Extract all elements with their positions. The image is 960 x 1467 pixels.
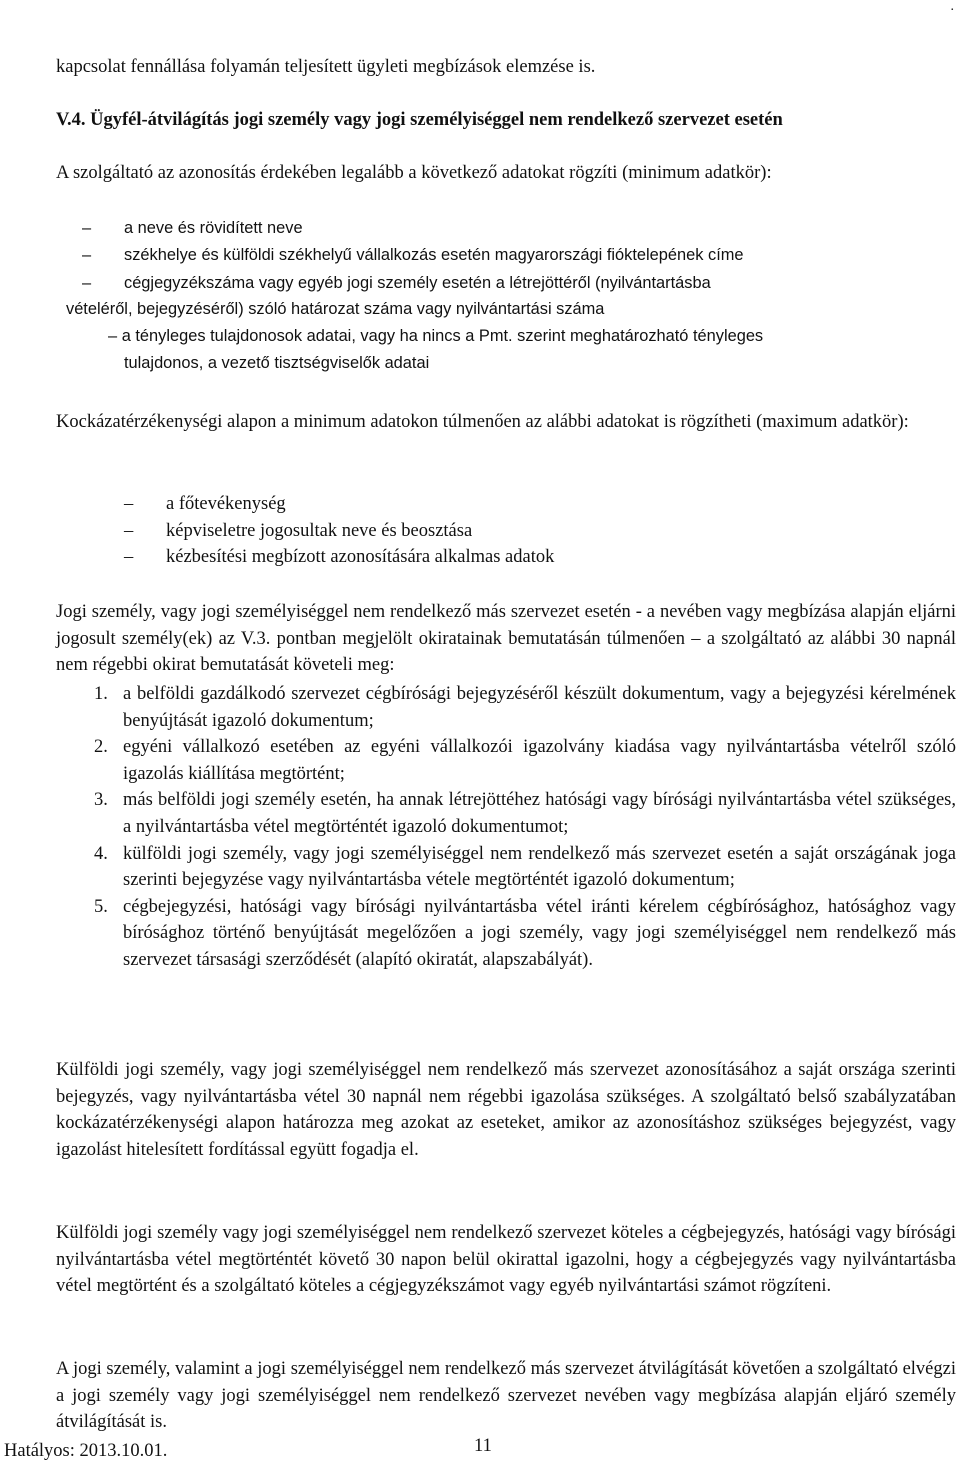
dash-marker: – xyxy=(108,327,118,345)
maximum-data-list xyxy=(124,491,554,571)
dash-marker: – xyxy=(82,273,92,292)
list-item: – cégjegyzékszáma vagy egyéb jogi személy esetén a létrejöttéről (nyilvántartásba xyxy=(82,270,744,297)
corner-mark: . xyxy=(950,0,954,14)
list-item-continuation: tulajdonos, a vezető tisztségviselők adatai xyxy=(124,354,430,372)
list-item: – a főtevékenység xyxy=(124,491,554,518)
effective-date: Hatályos: 2013.10.01. xyxy=(4,1441,168,1461)
list-item: – a tényleges tulajdonosok adatai, vagy ha nincs a Pmt. szerint meghatározható tényleges xyxy=(108,327,764,345)
dash-marker: – xyxy=(124,520,134,541)
documents-list xyxy=(94,681,956,974)
foreign-entity-paragraph: Külföldi jogi személy, vagy jogi személyiséggel nem rendelkező más szervezet azonosításához a saját országa szerinti bejegyzés, vagy nyilvántartásba vétel 30 napnál nem régebbi igazolása szükséges. A szolgáltató belső szabályzatában kockázatérzékenységi alapon határozza meg azokat az eseteket, amikor az azonosításhoz szükséges bejegyzést, vagy igazolást hitelesített fordítással együtt fogadja el. xyxy=(56,1060,956,1160)
dash-marker: – xyxy=(124,494,134,514)
list-item: 2. egyéni vállalkozó esetében az egyéni vállalkozói igazolvány kiadása vagy nyilvántartásba vételről szóló igazolás kiállítása megtörtént; xyxy=(94,737,956,784)
list-item: – a neve és rövidített neve xyxy=(82,215,744,242)
minimum-data-intro: A szolgáltató az azonosítás érdekében legalább a következő adatokat rögzíti (minimum adatkör): xyxy=(56,163,772,183)
minimum-data-list xyxy=(82,215,744,297)
intro-continuation: kapcsolat fennállása folyamán teljesített ügyleti megbízások elemzése is. xyxy=(56,57,596,77)
dash-marker: – xyxy=(82,219,92,237)
list-item: 3. más belföldi jogi személy esetén, ha annak létrejöttéhez hatósági vagy bírósági nyilvántartásba vétel szükséges, a nyilvántartásba vétel megtörténtét igazoló dokumentumot; xyxy=(94,790,956,837)
section-heading: V.4. Ügyfél-átvilágítás jogi személy vagy jogi személyiséggel nem rendelkező szervezet esetén xyxy=(56,110,783,130)
page-number: 11 xyxy=(474,1436,492,1456)
list-item: – székhelye és külföldi székhelyű vállalkozás esetén magyarországi fióktelepének címe xyxy=(82,242,744,269)
list-item: 1. a belföldi gazdálkodó szervezet cégbírósági bejegyzéséről készült dokumentum, vagy a bejegyzési kérelmének benyújtását igazoló dokumentum; xyxy=(94,684,956,731)
dash-marker: – xyxy=(82,246,92,265)
list-item: – kézbesítési megbízott azonosítására alkalmas adatok xyxy=(124,544,554,571)
closing-paragraph: A jogi személy, valamint a jogi személyiséggel nem rendelkező más szervezet átvilágítását követően a szolgáltató elvégzi a jogi személy vagy jogi személyiséggel nem rendelkező szervezet nevében vagy megbízása alapján eljáró személy átvilágítását is. xyxy=(56,1359,956,1433)
maximum-data-intro: Kockázatérzékenységi alapon a minimum adatokon túlmenően az alábbi adatokat is rögzítheti (maximum adatkör): xyxy=(56,412,909,432)
documents-intro: Jogi személy, vagy jogi személyiséggel nem rendelkező más szervezet esetén - a nevében vagy megbízása alapján eljárni jogosult személy(ek) az V.3. pontban megjelölt okiratainak bemutatásán túlmenően – a szolgáltató az alábbi 30 napnál nem régebbi okirat bemutatását követeli meg: xyxy=(56,602,956,676)
list-item: 5. cégbejegyzési, hatósági vagy bírósági nyilvántartásba vétel iránti kérelem cégbírósághoz, hatósághoz vagy bírósághoz történő benyújtását megelőzően a jogi személy, vagy jogi személyiséggel nem rendelkező más szervezet társasági szerződését (alapító okiratát, alapszabályát). xyxy=(94,896,956,970)
list-item: – képviseletre jogosultak neve és beosztása xyxy=(124,518,554,545)
list-item-continuation: vételéről, bejegyzéséről) szóló határozat száma vagy nyilvántartási száma xyxy=(66,300,605,318)
dash-marker: – xyxy=(124,547,134,568)
registration-paragraph: Külföldi jogi személy vagy jogi személyiséggel nem rendelkező szervezet köteles a cégbejegyzés, hatósági vagy bírósági nyilvántartásba vétel megtörténtét követő 30 napon belül okirattal igazolni, hogy a cégbejegyzés vagy nyilvántartásba vétel megtörtént és a szolgáltató köteles a cégjegyzékszámot vagy egyéb nyilvántartási számot rögzíteni. xyxy=(56,1223,956,1297)
list-item: 4. külföldi jogi személy, vagy jogi személyiséggel nem rendelkező más szervezet esetén a saját országának joga szerinti bejegyzése vagy nyilvántartásba vétele megtörténtét igazoló dokumentum; xyxy=(94,843,956,891)
